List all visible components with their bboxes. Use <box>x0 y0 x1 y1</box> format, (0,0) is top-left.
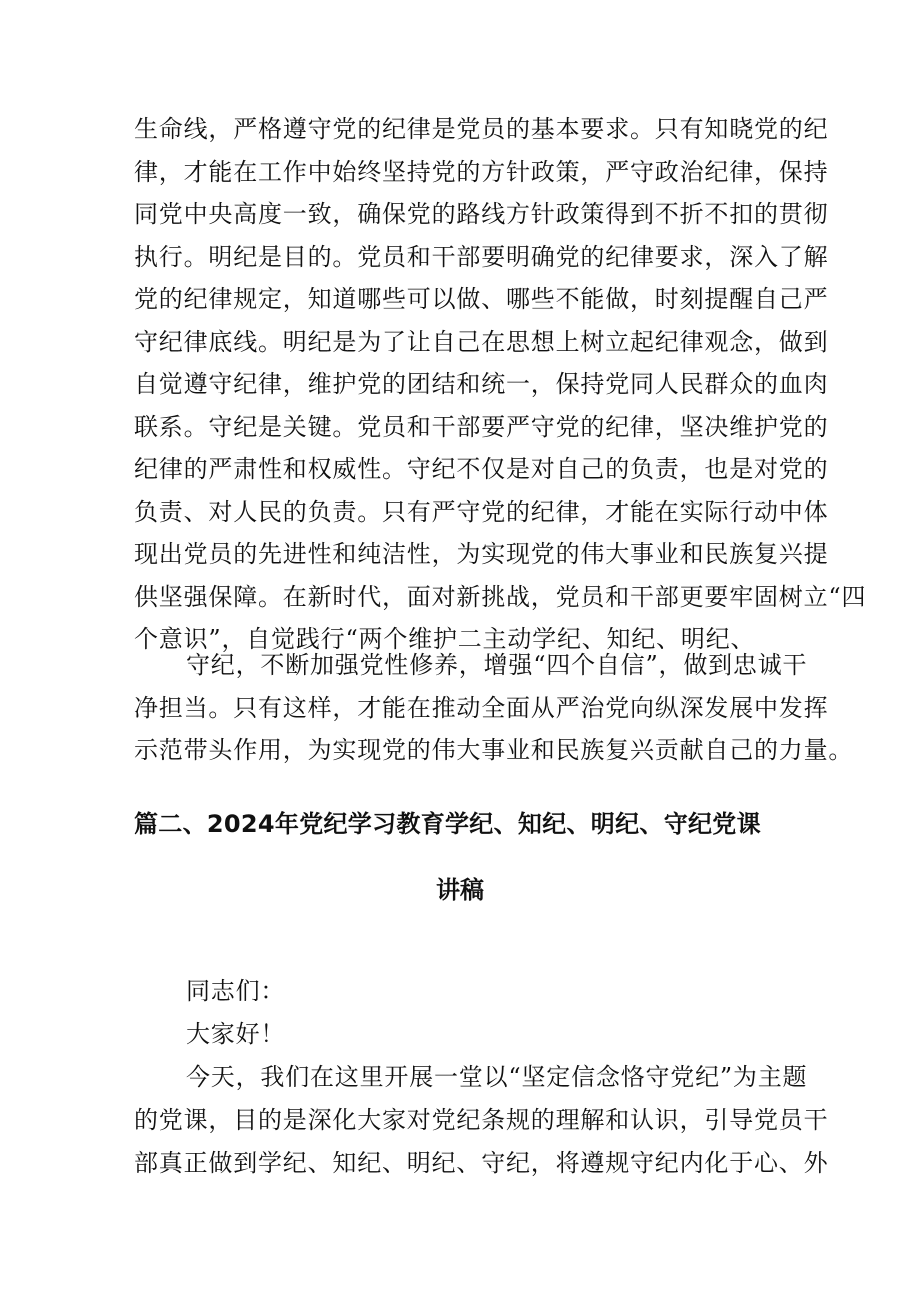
text-line: 自觉遵守纪律，维护党的团结和统一，保持党同人民群众的血肉 <box>134 370 829 398</box>
text-line: 纪律的严肃性和权威性。守纪不仅是对自己的负责，也是对党的 <box>134 455 829 483</box>
text-line: 示范带头作用，为实现党的伟大事业和民族复兴贡献自己的力量。 <box>134 736 854 764</box>
text-line: 现出党员的先进性和纯洁性，为实现党的伟大事业和民族复兴提 <box>134 540 829 568</box>
text-line: 个意识”，自觉践行“两个维护二主动学纪、知纪、明纪、 <box>134 625 756 653</box>
text-line: 的党课，目的是深化大家对党纪条规的理解和认识，引导党员干 <box>134 1106 829 1134</box>
greeting: 大家好！ <box>186 1020 286 1048</box>
text-line: 净担当。只有这样，才能在推动全面从严治党向纵深发展中发挥 <box>134 693 829 722</box>
text-line: 同党中央高度一致，确保党的路线方针政策得到不折不扣的贯彻 <box>134 200 829 228</box>
text-line: 今天，我们在这里开展一堂以“坚定信念恪守党纪”为主题 <box>186 1063 808 1091</box>
paragraph-conclusion <box>134 644 854 772</box>
paragraph-discipline-continued <box>134 108 867 661</box>
section-heading: 篇二、2024年党纪学习教育学纪、知纪、明纪、守纪党课 <box>134 810 761 838</box>
section-heading-continued: 讲稿 <box>436 876 484 904</box>
text-line: 守纪律底线。明纪是为了让自己在思想上树立起纪律观念，做到 <box>134 327 829 356</box>
text-line: 供坚强保障。在新时代，面对新挑战，党员和干部更要牢固树立“四 <box>134 582 867 611</box>
salutation: 同志们： <box>186 977 286 1005</box>
text-line: 党的纪律规定，知道哪些可以做、哪些不能做，时刻提醒自己严 <box>134 285 829 313</box>
text-line: 律，才能在工作中始终坚持党的方针政策，严守政治纪律，保持 <box>134 157 829 186</box>
text-line: 负责、对人民的负责。只有严守党的纪律，才能在实际行动中体 <box>134 497 829 526</box>
text-line: 生命线，严格遵守党的纪律是党员的基本要求。只有知晓党的纪 <box>134 115 829 143</box>
text-line: 联系。守纪是关键。党员和干部要严守党的纪律，坚决维护党的 <box>134 412 829 441</box>
text-line: 守纪，不断加强党性修养，增强“四个自信”，做到忠诚干 <box>186 651 808 679</box>
text-line: 执行。明纪是目的。党员和干部要明确党的纪律要求，深入了解 <box>134 242 829 271</box>
paragraph-lecture-opening <box>134 970 829 1185</box>
text-line: 部真正做到学纪、知纪、明纪、守纪，将遵规守纪内化于心、外 <box>134 1149 829 1177</box>
